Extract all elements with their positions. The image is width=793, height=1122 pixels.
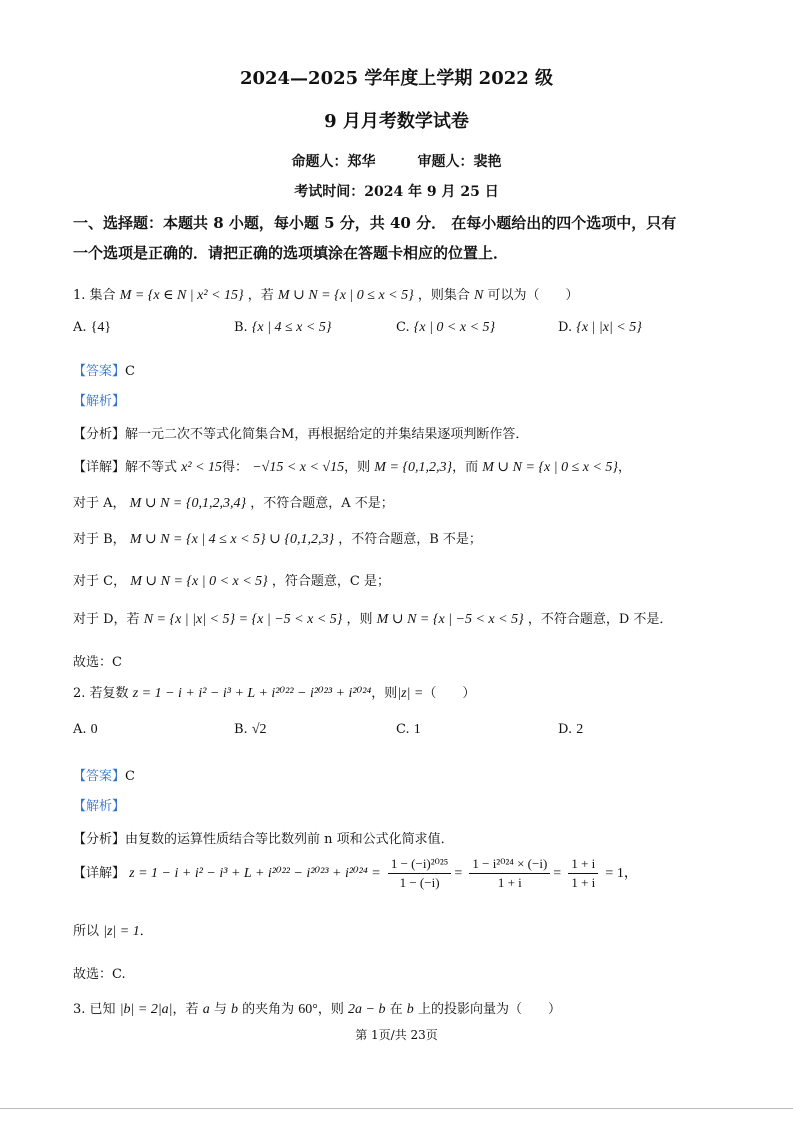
- xiangjie-tag: 【详解】: [73, 460, 126, 475]
- xj-math: −√15 < x < √15: [252, 460, 345, 475]
- q1-xiangjie: [73, 456, 631, 476]
- xj-text: 得：: [222, 460, 249, 475]
- q1-fenxi: [73, 423, 528, 442]
- q1-n: N: [474, 288, 484, 303]
- fraction-numerator: 1 + i: [568, 856, 598, 874]
- option-label: D.: [558, 722, 573, 737]
- q3-vector-a: a: [202, 1002, 210, 1017]
- fraction-denominator: 1 − (−i): [399, 875, 440, 890]
- xiangjie-tag: 【详解】: [73, 866, 126, 881]
- q3-text: 的夹角为: [242, 1002, 295, 1017]
- q1-option-c: [396, 320, 495, 336]
- q1-case-b: [73, 528, 482, 548]
- q2-choose: 故选：C.: [73, 967, 126, 982]
- option-label: C.: [396, 320, 410, 335]
- xj-text: ，则: [344, 460, 371, 475]
- xj-math: z = 1 − i + i² − i³ + L + i²⁰²² − i²⁰²³ + i²⁰²⁴ =: [129, 866, 381, 881]
- fraction-1: [388, 856, 451, 891]
- analysis-tag: 【解析】: [73, 799, 126, 814]
- q2-option-b: [234, 722, 267, 738]
- case-text: ，不符合题意，D 不是．: [527, 612, 673, 627]
- case-math: N = {x | |x| < 5} = {x | −5 < x < 5}: [143, 612, 343, 627]
- case-math: M ∪ N = {0,1,2,3,4}: [129, 496, 247, 511]
- question-3: [73, 998, 561, 1018]
- option-math: {x | 4 ≤ x < 5}: [251, 320, 332, 335]
- xj-result: = 1，: [605, 866, 638, 881]
- q2-option-c: [396, 722, 421, 738]
- q1-end: 可以为（ ）: [487, 288, 579, 303]
- q1-union: M ∪ N = {x | 0 ≤ x < 5}: [277, 288, 414, 303]
- q3-expr: 2a − b: [348, 1002, 386, 1017]
- case-math: M ∪ N = {x | 4 ≤ x < 5} ∪ {0,1,2,3}: [129, 532, 335, 547]
- exam-authors: 命题人：郑华 审题人：裴艳: [291, 154, 502, 170]
- so-text: 所以: [73, 924, 100, 939]
- question-2: [73, 682, 475, 702]
- option-math: 0: [90, 722, 98, 737]
- bottom-divider: [0, 1108, 793, 1109]
- q1-case-c: [73, 570, 390, 590]
- option-math: 2: [576, 722, 584, 737]
- q3-vector-b: b: [230, 1002, 238, 1017]
- q2-option-d: [558, 722, 583, 738]
- q1-case-a: [73, 492, 394, 512]
- xj-text: ，: [618, 460, 632, 475]
- option-label: A.: [73, 320, 87, 335]
- case-text: ，则: [346, 612, 373, 627]
- fraction-numerator: 1 − (−i)²⁰²⁵: [388, 856, 451, 874]
- page-number: 第 1页/共 23页: [355, 1028, 438, 1042]
- exam-time: 考试时间：2024 年 9 月 25 日: [294, 184, 499, 200]
- option-math: {x | |x| < 5}: [576, 320, 642, 335]
- q3-text: ，若: [172, 1002, 199, 1017]
- option-label: B.: [234, 722, 248, 737]
- option-math: 1: [413, 722, 421, 737]
- analysis-tag: 【解析】: [73, 394, 126, 409]
- answer-tag: 【答案】: [73, 769, 126, 784]
- question-1: [73, 284, 579, 304]
- option-label: A.: [73, 722, 87, 737]
- q1-set-m: M = {x ∈ N | x² < 15}: [119, 288, 244, 303]
- xj-math: M ∪ N = {x | 0 ≤ x < 5}: [482, 460, 619, 475]
- q1-case-d: [73, 608, 672, 628]
- q3-text: 在: [389, 1002, 403, 1017]
- fenxi-tag: 【分析】: [73, 832, 126, 847]
- section-heading-line1: 一、选择题：本题共 8 小题，每小题 5 分，共 40 分． 在每小题给出的四个选项中，只有: [73, 214, 677, 232]
- option-label: D.: [558, 320, 573, 335]
- so-math: |z| = 1: [103, 924, 140, 939]
- option-math: {x | 0 < x < 5}: [413, 320, 496, 335]
- case-math: M ∪ N = {x | −5 < x < 5}: [376, 612, 524, 627]
- q2-so: [73, 920, 153, 940]
- fraction-denominator: 1 + i: [571, 875, 596, 890]
- q2-end: （ ）: [423, 686, 476, 701]
- option-math: {4}: [90, 320, 112, 335]
- q3-vector-b: b: [406, 1002, 414, 1017]
- fraction-denominator: 1 + i: [497, 875, 522, 890]
- option-label: C.: [396, 722, 410, 737]
- case-text: 对于 B，: [73, 532, 126, 547]
- so-end: ．: [139, 924, 153, 939]
- case-text: ，不符合题意，B 不是；: [338, 532, 482, 547]
- q1-analysis-tag: [73, 390, 125, 409]
- fenxi-text: 解一元二次不等式化简集合M，再根据给定的并集结果逐项判断作答．: [125, 427, 529, 442]
- q2-absz: |z| =: [397, 686, 424, 701]
- q3-text: 与: [213, 1002, 227, 1017]
- option-label: B.: [234, 320, 248, 335]
- case-text: 对于 D，若: [73, 612, 140, 627]
- q3-angle: 60°: [298, 1002, 318, 1017]
- q1-answer: [73, 360, 135, 379]
- q3-end: 上的投影向量为（ ）: [417, 1002, 561, 1017]
- fraction-2: [469, 856, 550, 891]
- q1-option-b: [234, 320, 331, 336]
- xj-text: 解不等式: [125, 460, 178, 475]
- q3-condition: |b| = 2|a|: [119, 1002, 173, 1017]
- case-text: 对于 C，: [73, 574, 127, 589]
- q1-tail: ，则集合: [417, 288, 470, 303]
- case-math: M ∪ N = {x | 0 < x < 5}: [130, 574, 268, 589]
- section-heading-line2: 一个选项是正确的．请把正确的选项填涂在答题卡相应的位置上．: [73, 244, 509, 262]
- fenxi-tag: 【分析】: [73, 427, 126, 442]
- answer-value: C: [125, 769, 135, 784]
- q1-lead: 1. 集合: [73, 288, 116, 303]
- q3-text: ，则: [317, 1002, 344, 1017]
- case-text: 对于 A，: [73, 496, 126, 511]
- q2-xiangjie: 【详解】 z = 1 − i + i² − i³ + L + i²⁰²² − i²⁰²³ + i²⁰²⁴ = $\frac{\text{1 − (−i)²⁰²⁵}}{1 - (-i)}$ = $\frac{\text{1 − i²⁰²⁴ × (−i)}}{1 + i}$ = $\frac{1 + i}{1 + i}$ = 1，: [73, 856, 638, 890]
- xj-text: ，而: [452, 460, 479, 475]
- fenxi-text: 由复数的运算性质结合等比数列前 n 项和公式化简求值．: [125, 832, 454, 847]
- fraction-3: [568, 856, 598, 891]
- fraction-numerator: 1 − i²⁰²⁴ × (−i): [469, 856, 550, 874]
- xj-math: M = {0,1,2,3}: [374, 460, 453, 475]
- q1-option-a: [73, 320, 111, 336]
- answer-tag: 【答案】: [73, 364, 126, 379]
- xj-math: x² < 15: [181, 460, 223, 475]
- exam-title: 2024—2025 学年度上学期 2022 级: [239, 68, 554, 89]
- q2-fenxi: [73, 828, 454, 847]
- case-text: ，不符合题意，A 不是；: [250, 496, 394, 511]
- q2-lead: 2. 若复数: [73, 686, 129, 701]
- q2-mid: ，则: [371, 686, 398, 701]
- q1-mid: ，若: [247, 288, 274, 303]
- case-text: ，符合题意，C 是；: [271, 574, 391, 589]
- q2-option-a: [73, 722, 98, 738]
- q2-answer: [73, 765, 135, 784]
- q2-analysis-tag: [73, 795, 125, 814]
- q3-lead: 3. 已知: [73, 1002, 116, 1017]
- option-math: √2: [251, 722, 267, 737]
- q2-z-expr: z = 1 − i + i² − i³ + L + i²⁰²² − i²⁰²³ + i²⁰²⁴: [132, 686, 372, 701]
- exam-subtitle: 9 月月考数学试卷: [324, 111, 469, 132]
- q1-option-d: [558, 320, 642, 336]
- answer-value: C: [125, 364, 135, 379]
- q1-choose: 故选：C: [73, 655, 122, 670]
